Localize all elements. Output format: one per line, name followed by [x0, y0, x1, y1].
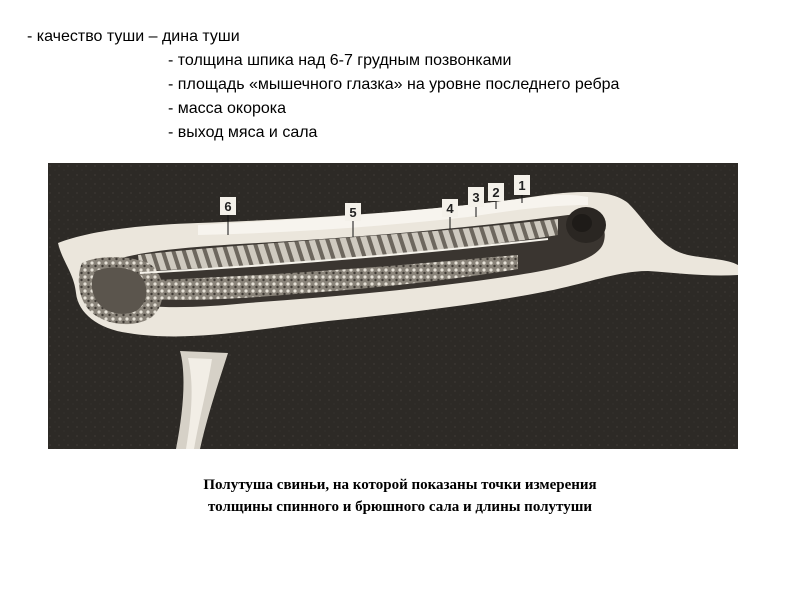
header-line-backfat-thickness: - толщина шпика над 6-7 грудным позвонками	[168, 52, 512, 69]
header-line-carcass-quality: - качество туши – дина туши	[27, 28, 240, 45]
header-line-meat-fat-yield: - выход мяса и сала	[168, 124, 318, 141]
figure-caption-line-1: Полутуша свиньи, на которой показаны точки измерения	[203, 477, 597, 493]
marker-1-label: 1	[518, 178, 526, 193]
marker-3-label: 3	[472, 190, 480, 205]
marker-6-label: 6	[224, 199, 232, 214]
header-line-loin-eye-area: - площадь «мышечного глазка» на уровне последнего ребра	[168, 76, 620, 93]
marker-2-label: 2	[492, 185, 500, 200]
marker-5-label: 5	[349, 205, 357, 220]
header-line-ham-mass: - масса окорока	[168, 100, 287, 117]
figure-caption-line-2: толщины спинного и брюшного сала и длины полутуши	[207, 499, 593, 515]
marker-4-label: 4	[446, 201, 454, 216]
pig-half-carcass-photo	[48, 163, 738, 449]
